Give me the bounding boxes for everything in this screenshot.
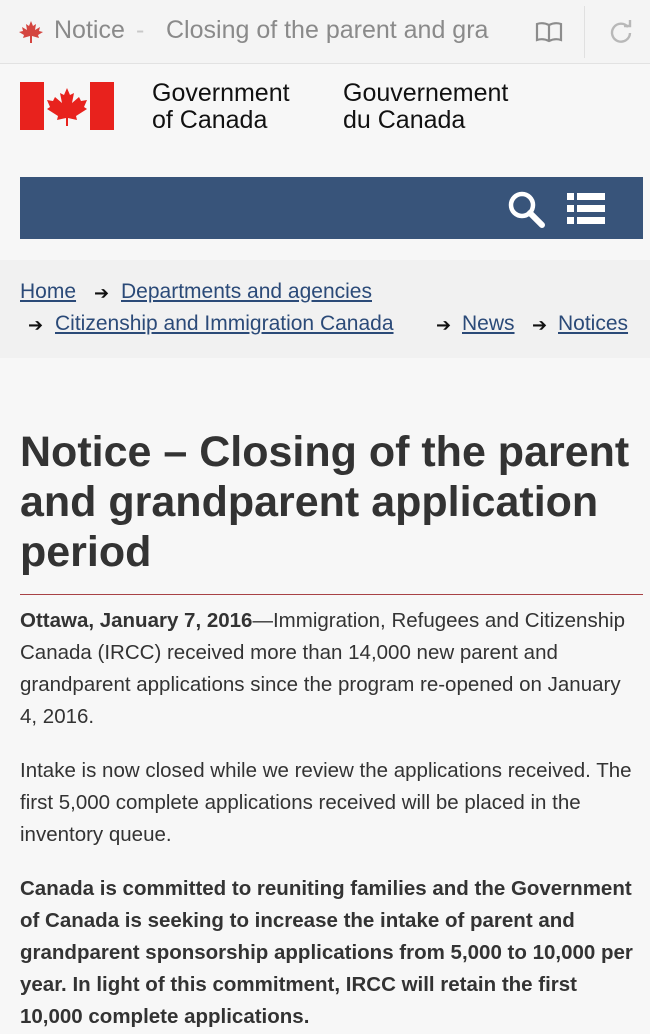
tab-title[interactable]: Notice (54, 16, 125, 44)
wordmark-en-line2: of Canada (152, 106, 268, 134)
wordmark-en-line1: Government (152, 79, 290, 107)
breadcrumb-home[interactable]: Home (20, 280, 77, 303)
breadcrumb-cic[interactable]: Citizenship and Immigration Canada (55, 312, 394, 335)
page-title-truncated[interactable]: Closing of the parent and gra (166, 16, 489, 44)
dateline: Ottawa, January 7, 2016 (20, 609, 253, 632)
breadcrumb-arrow: ➔ (436, 315, 452, 335)
paragraph-1-text: —Immigration, Refugees and Citizenship Canada (IRCC) received more than 14,000 new parent and grandparent applications since the program re-opened on January 4, 2016. (20, 609, 626, 728)
breadcrumb-arrow: ➔ (28, 315, 44, 335)
canada-flag-icon[interactable] (20, 82, 114, 130)
wordmark-french (343, 80, 508, 134)
article-paragraph-1 (20, 605, 635, 733)
site-navbar (20, 177, 643, 239)
article-paragraph-3: Canada is committed to reuniting families and the Government of Canada is seeking to increase the intake of parent and grandparent sponsorship applications from 5,000 to 10,000 per year. In light of this commitment, IRCC will retain the first 10,000 complete applications. (20, 877, 633, 1028)
toolbar-divider (584, 6, 585, 58)
wordmark-english (152, 80, 290, 134)
government-header (0, 64, 650, 174)
book-icon[interactable] (534, 18, 564, 46)
title-separator: - (136, 16, 145, 44)
article-paragraph-2: Intake is now closed while we review the applications received. The first 5,000 complete applications received will be placed in the inventory queue. (20, 759, 632, 846)
wordmark-fr-line1: Gouvernement (343, 79, 509, 107)
browser-bar (0, 0, 650, 64)
breadcrumb-notices[interactable]: Notices (558, 312, 629, 335)
menu-icon[interactable] (566, 191, 606, 227)
search-icon[interactable] (506, 190, 546, 228)
breadcrumb-departments[interactable]: Departments and agencies (121, 280, 372, 303)
maple-leaf-icon (18, 20, 44, 44)
title-rule (20, 594, 643, 595)
breadcrumb-news[interactable]: News (462, 312, 515, 335)
reload-icon[interactable] (606, 18, 636, 46)
wordmark-fr-line2: du Canada (343, 106, 466, 134)
breadcrumb-arrow: ➔ (532, 315, 548, 335)
page-title: Notice – Closing of the parent and grandparent application period (20, 428, 630, 576)
breadcrumb (0, 260, 650, 358)
breadcrumb-arrow: ➔ (94, 283, 110, 303)
